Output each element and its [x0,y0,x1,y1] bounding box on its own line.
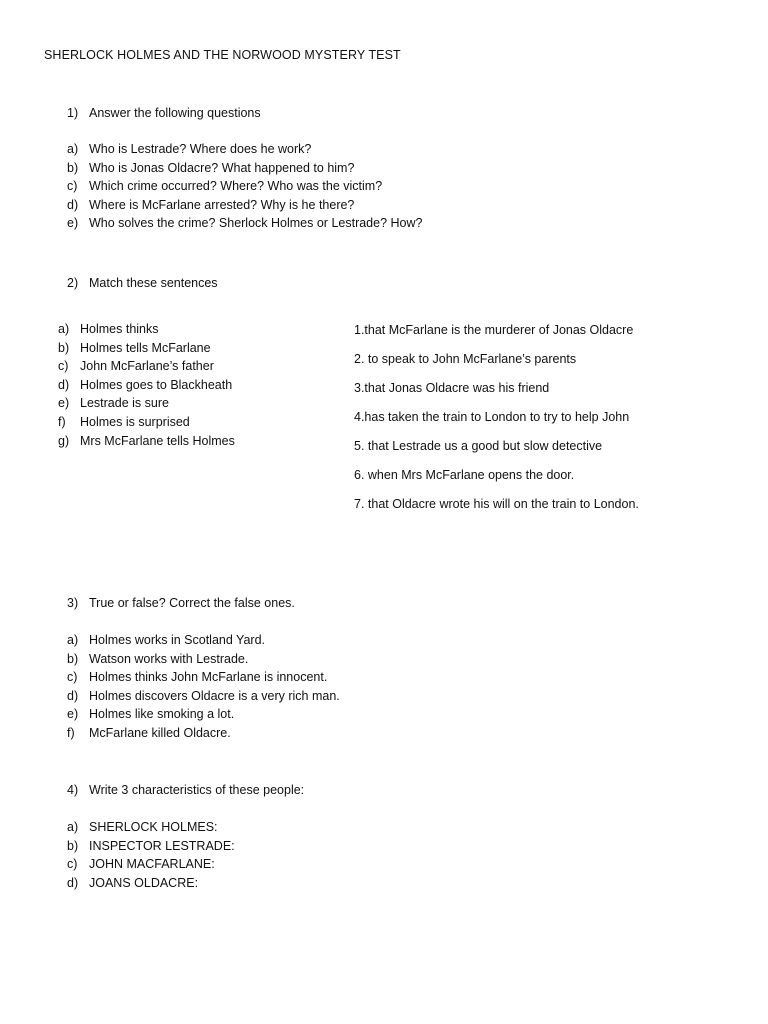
list-item [67,837,235,856]
item-letter: b) [67,160,79,175]
item-letter: a) [58,322,70,336]
question-number: 3) [67,596,79,610]
list-item [67,650,340,669]
item-letter: d) [58,377,70,392]
list-item: 7. that Oldacre wrote his will on the train to London. [354,497,639,511]
list-item [67,687,340,706]
item-text: Who solves the crime? Sherlock Holmes or Lestrade? How? [89,216,423,231]
item-text: Holmes like smoking a lot. [89,707,235,722]
item-text: Holmes goes to Blackheath [80,377,233,392]
list-item [67,631,340,650]
item-letter: e) [67,216,79,231]
item-letter: f) [67,725,75,740]
list-item [67,214,422,233]
question-text: Match these sentences [89,276,218,290]
item-text: Which crime occurred? Where? Who was the victim? [89,179,383,194]
match-right-list [354,322,654,512]
question-4-heading [67,782,304,798]
list-item [67,159,422,178]
item-text: Holmes thinks John McFarlane is innocent. [89,670,328,685]
list-item: 1.that McFarlane is the murderer of Jonas Oldacre [354,323,634,337]
item-text: Who is Lestrade? Where does he work? [89,142,312,156]
item-text: JOANS OLDACRE: [89,875,199,890]
item-text: Holmes is surprised [80,414,190,429]
item-text: Lestrade is sure [80,396,169,411]
item-letter: a) [67,820,79,834]
item-text: Holmes discovers Oldacre is a very rich man. [89,688,340,703]
item-text: JOHN MACFARLANE: [89,857,215,872]
list-item [67,724,340,743]
question-3-heading [67,595,295,611]
question-number: 1) [67,106,79,120]
match-left-list [58,320,235,450]
item-letter: f) [58,414,66,429]
item-letter: d) [67,875,79,890]
item-text: INSPECTOR LESTRADE: [89,838,235,853]
question-number: 4) [67,783,79,797]
question-4-list [67,818,235,892]
item-letter: c) [58,359,69,374]
list-item [58,339,235,358]
list-item [67,855,235,874]
list-item [58,320,235,339]
list-item [67,196,422,215]
question-1-list [67,140,422,233]
question-2-heading [67,275,218,291]
list-item [67,668,340,687]
item-letter: d) [67,197,79,212]
item-letter: c) [67,857,78,872]
list-item [67,874,235,893]
item-letter: e) [58,396,70,411]
item-letter: a) [67,142,79,156]
question-text: Answer the following questions [89,106,261,120]
list-item [58,376,235,395]
item-text: SHERLOCK HOLMES: [89,820,218,834]
question-1-heading [67,105,261,121]
item-letter: a) [67,633,79,647]
item-letter: e) [67,707,79,722]
item-text: Watson works with Lestrade. [89,651,249,666]
list-item: 5. that Lestrade us a good but slow detective [354,439,603,453]
item-letter: g) [58,433,70,448]
item-letter: b) [67,651,79,666]
item-letter: d) [67,688,79,703]
item-text: Holmes thinks [80,322,159,336]
question-text: Write 3 characteristics of these people: [89,783,305,797]
list-item [67,177,422,196]
list-item [58,394,235,413]
list-item [67,818,235,837]
item-letter: b) [58,340,70,355]
list-item: 3.that Jonas Oldacre was his friend [354,381,550,395]
item-text: John McFarlane’s father [80,359,214,374]
item-text: Who is Jonas Oldacre? What happened to him? [89,160,355,175]
list-item [67,705,340,724]
item-text: Holmes works in Scotland Yard. [89,633,266,647]
list-item [58,413,235,432]
item-text: McFarlane killed Oldacre. [89,725,231,740]
question-number: 2) [67,276,79,290]
list-item [67,140,422,159]
list-item [58,432,235,451]
item-text: Holmes tells McFarlane [80,340,211,355]
list-item: 2. to speak to John McFarlane’s parents [354,352,577,366]
item-text: Where is McFarlane arrested? Why is he there? [89,197,355,212]
question-3-list [67,631,340,743]
item-text: Mrs McFarlane tells Holmes [80,433,235,448]
page-title: SHERLOCK HOLMES AND THE NORWOOD MYSTERY TEST [44,48,401,62]
list-item: 6. when Mrs McFarlane opens the door. [354,468,575,482]
item-letter: c) [67,179,78,194]
list-item: 4.has taken the train to London to try to help John [354,410,630,424]
list-item [58,357,235,376]
item-letter: b) [67,838,79,853]
item-letter: c) [67,670,78,685]
question-text: True or false? Correct the false ones. [89,596,295,610]
